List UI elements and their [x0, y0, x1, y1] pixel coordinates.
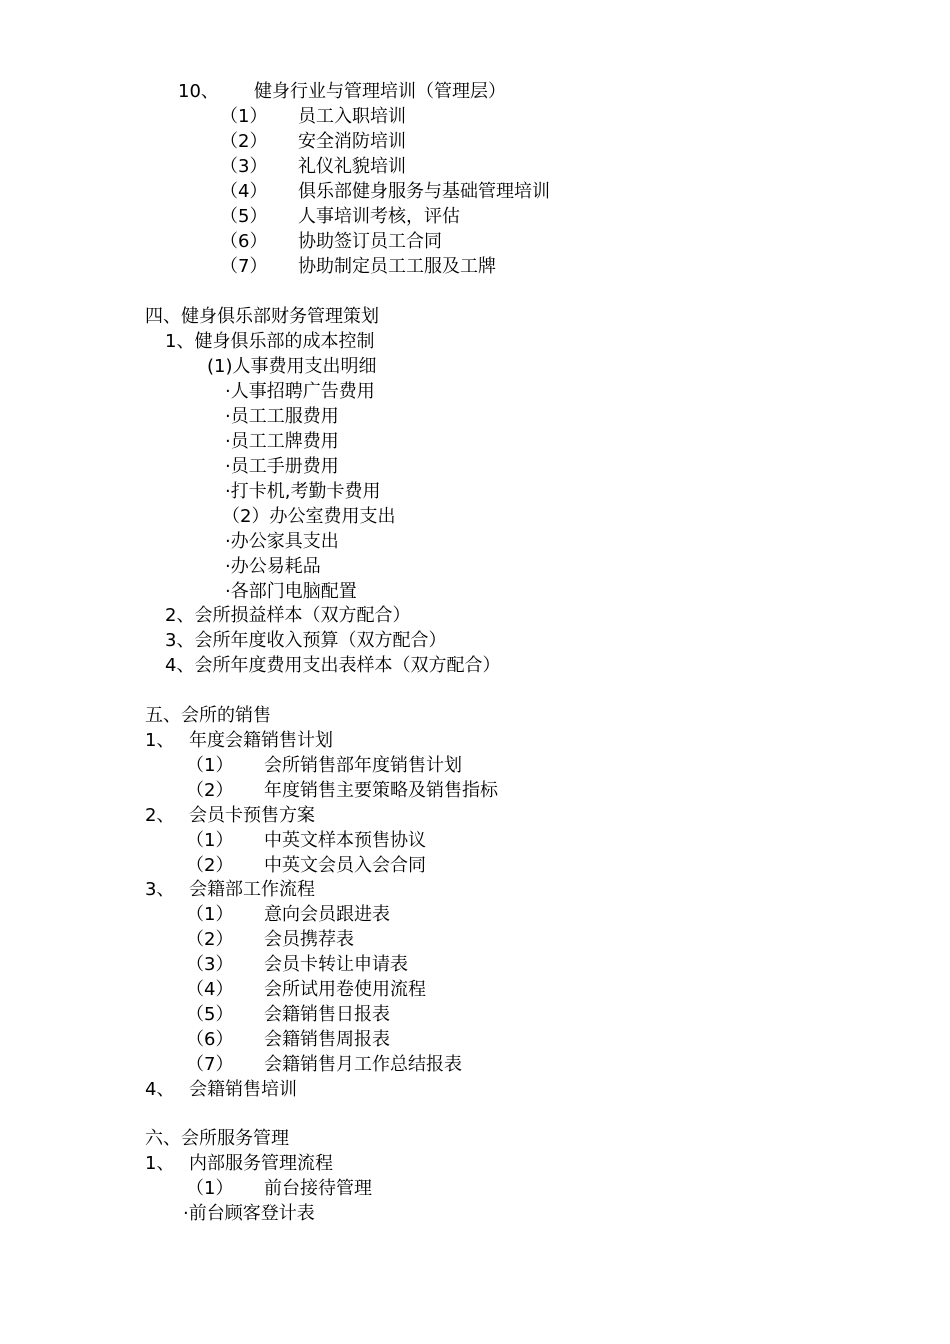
list-item [220, 204, 460, 229]
item-text: 会籍销售日报表 [264, 1004, 390, 1025]
section-10-heading [178, 79, 506, 104]
group-heading [145, 1077, 297, 1102]
item-number: （6） [186, 1029, 234, 1050]
group-title: 会员卡预售方案 [189, 805, 315, 826]
item-number: （1） [186, 1178, 234, 1199]
list-item [186, 1176, 372, 1201]
item-text: 员工入职培训 [298, 106, 406, 127]
group-title: 年度会籍销售计划 [189, 730, 333, 751]
item-text: 会所试用卷使用流程 [264, 979, 426, 1000]
item-text: 会员卡转让申请表 [264, 954, 408, 975]
section-4-heading: 四、健身俱乐部财务管理策划 [145, 306, 379, 327]
bullet-item: ·员工工服费用 [225, 406, 339, 427]
subheading: 1、健身俱乐部的成本控制 [165, 331, 375, 352]
bullet-item: ·办公家具支出 [225, 531, 339, 552]
subheading: 4、会所年度费用支出表样本（双方配合） [165, 655, 501, 676]
item-text: 会籍销售月工作总结报表 [264, 1054, 462, 1075]
group-title: 内部服务管理流程 [189, 1153, 333, 1174]
item-text: 会籍销售周报表 [264, 1029, 390, 1050]
item-text: 中英文会员入会合同 [264, 855, 426, 876]
group-heading [145, 803, 315, 828]
item-number: （1） [186, 904, 234, 925]
heading-text: 健身行业与管理培训（管理层） [254, 81, 506, 102]
subheading: 2、会所损益样本（双方配合） [165, 605, 411, 626]
list-item [186, 1027, 390, 1052]
list-item [186, 778, 498, 803]
item-number: （2） [186, 855, 234, 876]
item-number: （2） [186, 929, 234, 950]
list-item [220, 254, 496, 279]
item-number: （3） [186, 954, 234, 975]
subheading: （2）办公室费用支出 [222, 506, 396, 527]
item-text: 礼仪礼貌培训 [298, 156, 406, 177]
bullet-item: ·打卡机,考勤卡费用 [225, 481, 381, 502]
item-text: 俱乐部健身服务与基础管理培训 [298, 181, 550, 202]
item-number: （5） [220, 206, 268, 227]
bullet-item: ·人事招聘广告费用 [225, 381, 375, 402]
item-text: 前台接待管理 [264, 1178, 372, 1199]
list-item [186, 902, 390, 927]
group-number: 1、 [145, 1153, 175, 1174]
group-number: 4、 [145, 1079, 175, 1100]
item-text: 协助制定员工工服及工牌 [298, 256, 496, 277]
item-text: 中英文样本预售协议 [264, 830, 426, 851]
list-item [220, 104, 406, 129]
item-text: 协助签订员工合同 [298, 231, 442, 252]
item-number: （5） [186, 1004, 234, 1025]
section-5-heading: 五、会所的销售 [145, 705, 271, 726]
list-item [220, 129, 406, 154]
list-item [186, 853, 426, 878]
item-number: （2） [186, 780, 234, 801]
bullet-item: ·员工手册费用 [225, 456, 339, 477]
bullet-item: ·员工工牌费用 [225, 431, 339, 452]
item-text: 人事培训考核，评估 [298, 206, 460, 227]
group-number: 3、 [145, 879, 175, 900]
list-item [186, 753, 462, 778]
group-number: 1、 [145, 730, 175, 751]
group-title: 会籍部工作流程 [189, 879, 315, 900]
bullet-item: ·办公易耗品 [225, 556, 321, 577]
list-item [186, 952, 408, 977]
item-number: （6） [220, 231, 268, 252]
list-item [220, 179, 550, 204]
bullet-item: ·前台顾客登计表 [183, 1203, 315, 1224]
subheading: 3、会所年度收入预算（双方配合） [165, 630, 447, 651]
list-item [186, 977, 426, 1002]
list-item [220, 229, 442, 254]
list-item [186, 927, 354, 952]
item-text: 安全消防培训 [298, 131, 406, 152]
list-item [186, 1002, 390, 1027]
item-number: （1） [186, 830, 234, 851]
group-heading [145, 1151, 333, 1176]
group-heading [145, 728, 333, 753]
section-6-heading: 六、会所服务管理 [145, 1128, 289, 1149]
group-number: 2、 [145, 805, 175, 826]
list-item [186, 828, 426, 853]
subheading: (1)人事费用支出明细 [207, 356, 377, 377]
group-title: 会籍销售培训 [189, 1079, 297, 1100]
item-text: 年度销售主要策略及销售指标 [264, 780, 498, 801]
heading-number: 10、 [178, 81, 219, 102]
bullet-item: ·各部门电脑配置 [225, 581, 357, 602]
item-number: （7） [220, 256, 268, 277]
item-text: 会所销售部年度销售计划 [264, 755, 462, 776]
item-number: （3） [220, 156, 268, 177]
group-heading [145, 877, 315, 902]
item-text: 会员携荐表 [264, 929, 354, 950]
list-item [220, 154, 406, 179]
item-text: 意向会员跟进表 [264, 904, 390, 925]
item-number: （4） [186, 979, 234, 1000]
list-item [186, 1052, 462, 1077]
item-number: （1） [220, 106, 268, 127]
item-number: （1） [186, 755, 234, 776]
item-number: （2） [220, 131, 268, 152]
item-number: （4） [220, 181, 268, 202]
item-number: （7） [186, 1054, 234, 1075]
